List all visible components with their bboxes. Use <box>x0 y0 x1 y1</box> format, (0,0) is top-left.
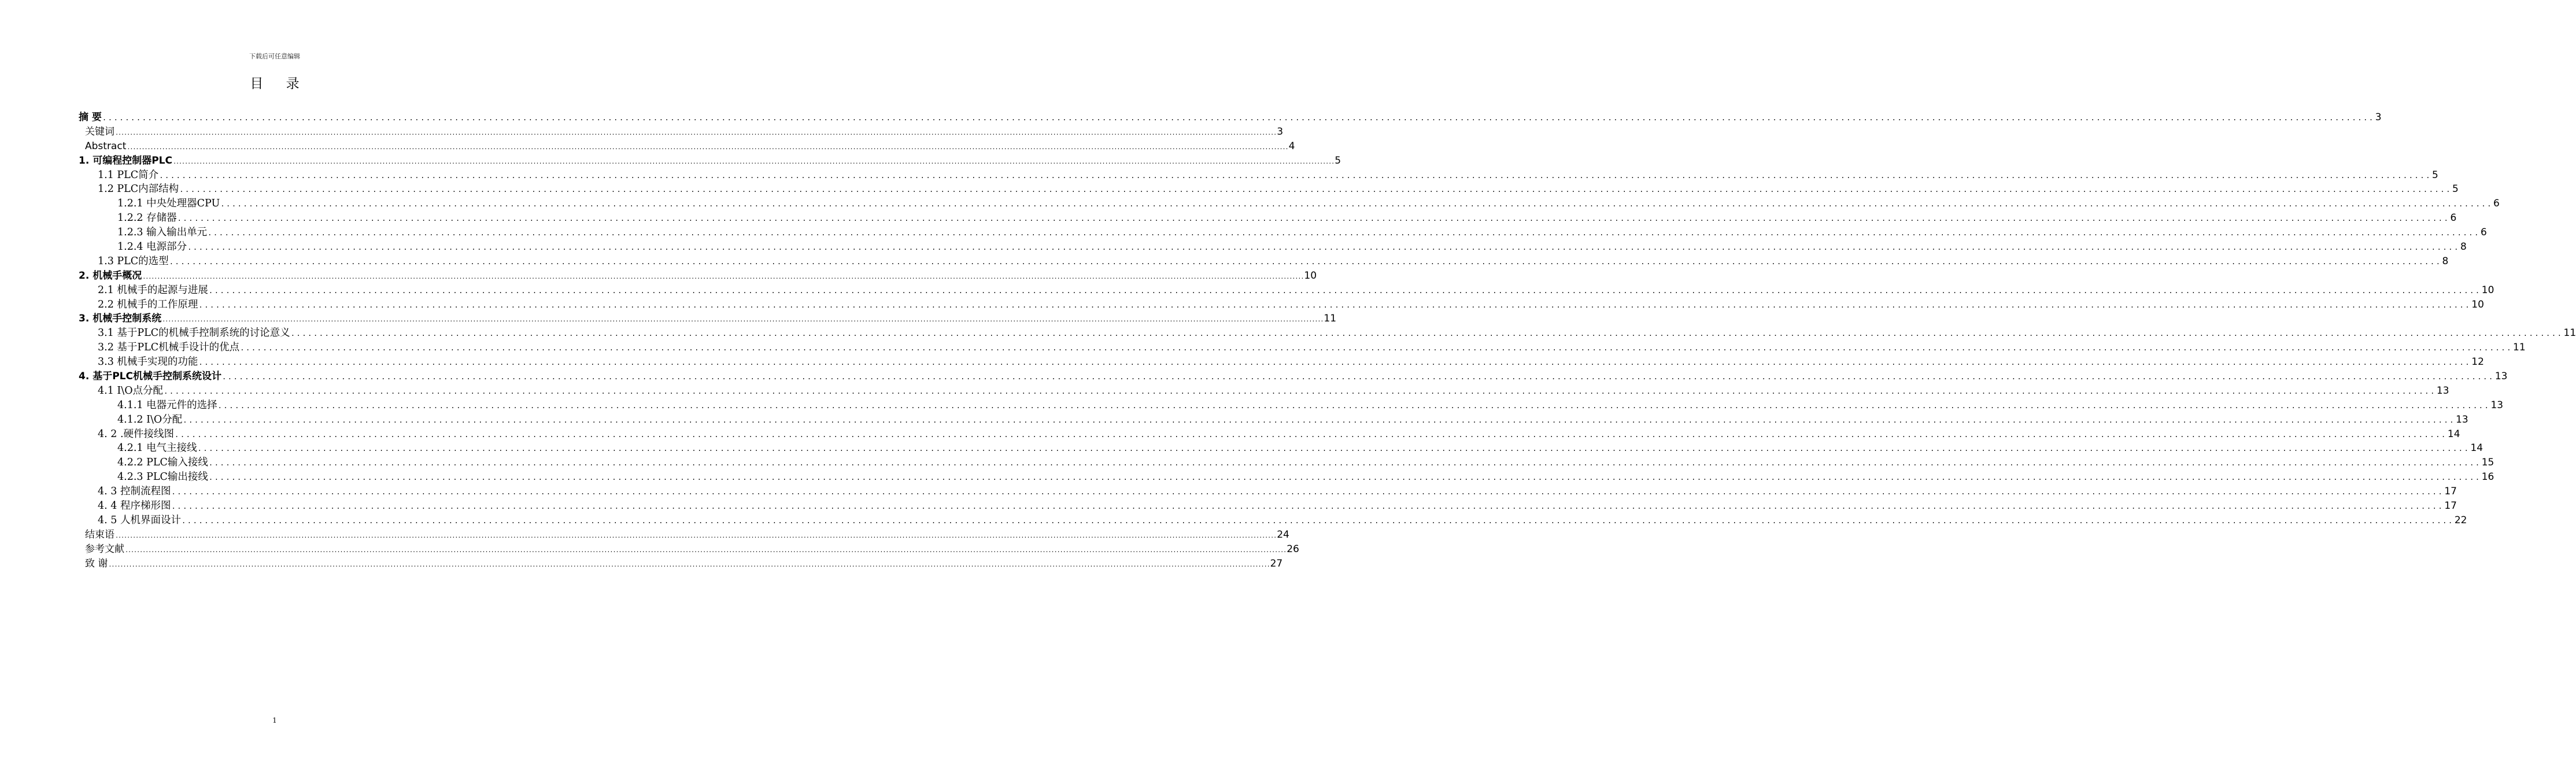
toc-entry-label: 4.1.1 电器元件的选择 <box>117 399 217 411</box>
toc-entry[interactable] <box>79 254 2449 269</box>
toc-entry-page: 11 <box>1324 313 1337 325</box>
toc-entry-page: 16 <box>2481 471 2494 483</box>
toc-entry-page: 4 <box>1288 140 1295 152</box>
toc-entry-label: 关键词 <box>85 125 114 138</box>
toc-entry[interactable] <box>79 125 1284 139</box>
toc-entry-page: 3 <box>1277 125 1284 138</box>
toc-entry-label: 3. 机械手控制系统 <box>79 313 162 325</box>
toc-entry-label: 4. 4 程序梯形图 <box>98 500 171 512</box>
toc-entry-label: 1.3 PLC的选型 <box>98 255 169 267</box>
toc-entry-page: 10 <box>2471 298 2484 310</box>
toc-dot-leader: ................................................................................................................................................................................................................................................................................................................................................................................................................ <box>115 532 1277 539</box>
toc-entry-label: 3.2 基于PLC机械手设计的优点 <box>98 342 240 354</box>
toc-dot-leader: ................................................................................................................................................................................................................................................................................................................................................................................................................ <box>171 502 2444 511</box>
toc-entry-page: 8 <box>2460 241 2467 253</box>
toc-entry[interactable] <box>79 269 1317 283</box>
toc-dot-leader: ................................................................................................................................................................................................................................................................................................................................................................................................................ <box>183 416 2456 424</box>
toc-entry-page: 14 <box>2470 442 2483 454</box>
toc-entry-page: 13 <box>2456 413 2468 426</box>
toc-entry-label: 1.1 PLC简介 <box>98 169 159 181</box>
toc-entry-page: 5 <box>2432 169 2438 181</box>
toc-entry[interactable] <box>79 341 2526 355</box>
toc-entry[interactable] <box>79 298 2484 312</box>
toc-entry-label: 1.2 PLC内部结构 <box>98 183 179 195</box>
toc-entry-label: 2.1 机械手的起源与进展 <box>98 284 208 296</box>
toc-entry-label: 参考文献 <box>85 543 124 555</box>
toc-entry[interactable] <box>79 528 1289 542</box>
toc-entry-label: 1.2.2 存储器 <box>117 212 177 224</box>
toc-dot-leader: ................................................................................................................................................................................................................................................................................................................................................................................................................ <box>240 344 2513 353</box>
toc-entry-page: 26 <box>1287 543 1299 555</box>
toc-dot-leader: ................................................................................................................................................................................................................................................................................................................................................................................................................ <box>159 171 2432 180</box>
toc-dot-leader: ................................................................................................................................................................................................................................................................................................................................................................................................................ <box>220 200 2493 209</box>
toc-entry[interactable] <box>79 154 1341 168</box>
toc-entry-page: 22 <box>2454 514 2467 526</box>
toc-entry[interactable] <box>79 168 2438 183</box>
header-note: 下载后可任意编辑 <box>249 53 300 60</box>
toc-entry-label: 4. 基于PLC机械手控制系统设计 <box>79 371 221 383</box>
toc-entry[interactable] <box>79 542 1299 557</box>
toc-dot-leader: ................................................................................................................................................................................................................................................................................................................................................................................................................ <box>198 301 2471 309</box>
toc-entry[interactable] <box>79 557 1283 571</box>
toc-dot-leader: ................................................................................................................................................................................................................................................................................................................................................................................................................ <box>172 158 1335 165</box>
toc-entry-label: 4. 5 人机界面设计 <box>98 514 181 526</box>
toc-entry-label: 摘 要 <box>79 112 102 123</box>
toc-entry-label: 1. 可编程控制器PLC <box>79 154 172 166</box>
footer-page-number: 1 <box>272 716 277 724</box>
toc-entry-label: 3.1 基于PLC的机械手控制系统的讨论意义 <box>98 327 290 339</box>
toc-entry[interactable] <box>79 110 2382 125</box>
toc-dot-leader: ................................................................................................................................................................................................................................................................................................................................................................................................................ <box>187 243 2460 252</box>
toc-entry[interactable] <box>79 139 1295 154</box>
toc-entry[interactable] <box>79 513 2467 528</box>
toc-entry-page: 10 <box>2481 284 2494 296</box>
toc-dot-leader: ................................................................................................................................................................................................................................................................................................................................................................................................................ <box>181 516 2454 525</box>
toc-entry[interactable] <box>79 398 2504 413</box>
toc-entry[interactable] <box>79 470 2494 484</box>
toc-entry-label: 致 谢 <box>85 557 108 569</box>
toc-title: 目 录 <box>250 76 309 91</box>
toc-entry-label: 1.2.3 输入输出单元 <box>117 227 208 239</box>
toc-entry-page: 14 <box>2447 428 2460 440</box>
toc-dot-leader: ................................................................................................................................................................................................................................................................................................................................................................................................................ <box>197 445 2470 453</box>
toc-entry-page: 8 <box>2442 255 2449 267</box>
toc-entry-label: 4.2.3 PLC输出接线 <box>117 471 208 483</box>
toc-dot-leader: ................................................................................................................................................................................................................................................................................................................................................................................................................ <box>171 488 2444 497</box>
toc-entry-label: 4. 3 控制流程图 <box>98 486 171 498</box>
toc-dot-leader: ................................................................................................................................................................................................................................................................................................................................................................................................................ <box>217 401 2490 410</box>
toc-entry-page: 5 <box>2452 183 2459 195</box>
toc-entry-page: 6 <box>2450 212 2457 224</box>
toc-dot-leader: ................................................................................................................................................................................................................................................................................................................................................................................................................ <box>177 214 2450 223</box>
toc-entry-label: 4. 2 .硬件接线图 <box>98 428 175 440</box>
toc-entry[interactable] <box>79 413 2468 427</box>
toc-entry[interactable] <box>79 283 2494 298</box>
toc-entry-label: 4.2.1 电气主接线 <box>117 442 197 454</box>
toc-entry[interactable] <box>79 427 2460 442</box>
toc-entry[interactable] <box>79 384 2449 398</box>
toc-entry[interactable] <box>79 441 2483 456</box>
toc-dot-leader: ................................................................................................................................................................................................................................................................................................................................................................................................................ <box>208 286 2481 295</box>
toc-entry[interactable] <box>79 211 2457 225</box>
toc-entry-page: 6 <box>2480 227 2487 239</box>
toc-entry-label: 2.2 机械手的工作原理 <box>98 298 198 310</box>
toc-entry-label: 3.3 机械手实现的功能 <box>98 356 198 368</box>
toc-entry-page: 15 <box>2481 457 2494 469</box>
toc-entry[interactable] <box>79 484 2457 499</box>
toc-dot-leader: ................................................................................................................................................................................................................................................................................................................................................................................................................ <box>198 358 2471 367</box>
toc-dot-leader: ................................................................................................................................................................................................................................................................................................................................................................................................................ <box>208 229 2480 238</box>
toc-dot-leader: ................................................................................................................................................................................................................................................................................................................................................................................................................ <box>179 186 2452 194</box>
toc-dot-leader: ................................................................................................................................................................................................................................................................................................................................................................................................................ <box>162 317 1324 324</box>
toc-entry[interactable] <box>79 456 2494 470</box>
toc-dot-leader: ................................................................................................................................................................................................................................................................................................................................................................................................................ <box>208 473 2481 482</box>
toc-dot-leader: ................................................................................................................................................................................................................................................................................................................................................................................................................ <box>125 547 1287 554</box>
toc-entry-page: 12 <box>2471 356 2484 368</box>
toc-dot-leader: ................................................................................................................................................................................................................................................................................................................................................................................................................ <box>102 114 2375 122</box>
toc-entry-label: 1.2.1 中央处理器CPU <box>117 198 220 210</box>
toc-dot-leader: ................................................................................................................................................................................................................................................................................................................................................................................................................ <box>175 430 2447 439</box>
toc-dot-leader: ................................................................................................................................................................................................................................................................................................................................................................................................................ <box>164 387 2436 395</box>
toc-entry-page: 13 <box>2494 371 2508 383</box>
toc-entry[interactable] <box>79 240 2467 254</box>
toc-entry-label: 4.1 I\O点分配 <box>98 384 164 397</box>
toc-dot-leader: ................................................................................................................................................................................................................................................................................................................................................................................................................ <box>127 144 1288 151</box>
toc-entry[interactable] <box>79 182 2459 197</box>
toc-entry[interactable] <box>79 326 2576 341</box>
toc-dot-leader: ................................................................................................................................................................................................................................................................................................................................................................................................................ <box>115 130 1277 136</box>
toc-dot-leader: ................................................................................................................................................................................................................................................................................................................................................................................................................ <box>169 257 2442 266</box>
toc-entry-page: 17 <box>2444 500 2457 512</box>
toc-entry[interactable] <box>79 312 1337 326</box>
toc-dot-leader: ................................................................................................................................................................................................................................................................................................................................................................................................................ <box>108 561 1270 568</box>
toc-entry-label: 4.1.2 I\O分配 <box>117 413 183 426</box>
toc-entry-page: 10 <box>1304 269 1317 282</box>
toc-entry-label: 结束语 <box>85 528 114 541</box>
toc-entry-page: 3 <box>2375 112 2382 123</box>
toc-entry-page: 11 <box>2513 342 2526 354</box>
table-of-contents <box>79 110 2576 571</box>
toc-entry-page: 13 <box>2490 399 2504 411</box>
toc-entry-page: 11 <box>2563 327 2576 339</box>
toc-entry[interactable] <box>79 499 2457 513</box>
toc-entry-page: 6 <box>2493 198 2500 210</box>
toc-entry-page: 17 <box>2444 486 2457 498</box>
toc-entry-page: 13 <box>2436 384 2449 397</box>
toc-dot-leader: ................................................................................................................................................................................................................................................................................................................................................................................................................ <box>208 459 2481 468</box>
toc-entry[interactable] <box>79 355 2484 369</box>
toc-dot-leader: ................................................................................................................................................................................................................................................................................................................................................................................................................ <box>290 330 2563 338</box>
toc-entry-label: 1.2.4 电源部分 <box>117 241 187 253</box>
toc-entry[interactable] <box>79 369 2508 384</box>
toc-dot-leader: ................................................................................................................................................................................................................................................................................................................................................................................................................ <box>221 373 2494 382</box>
toc-entry[interactable] <box>79 225 2487 240</box>
toc-entry-page: 24 <box>1277 528 1289 541</box>
toc-entry[interactable] <box>79 197 2500 211</box>
toc-entry-label: 4.2.2 PLC输入接线 <box>117 457 208 469</box>
toc-entry-page: 5 <box>1335 154 1341 166</box>
toc-dot-leader: ................................................................................................................................................................................................................................................................................................................................................................................................................ <box>142 273 1304 280</box>
toc-entry-page: 27 <box>1270 557 1283 569</box>
toc-entry-label: Abstract <box>85 140 127 152</box>
toc-entry-label: 2. 机械手概况 <box>79 269 142 282</box>
